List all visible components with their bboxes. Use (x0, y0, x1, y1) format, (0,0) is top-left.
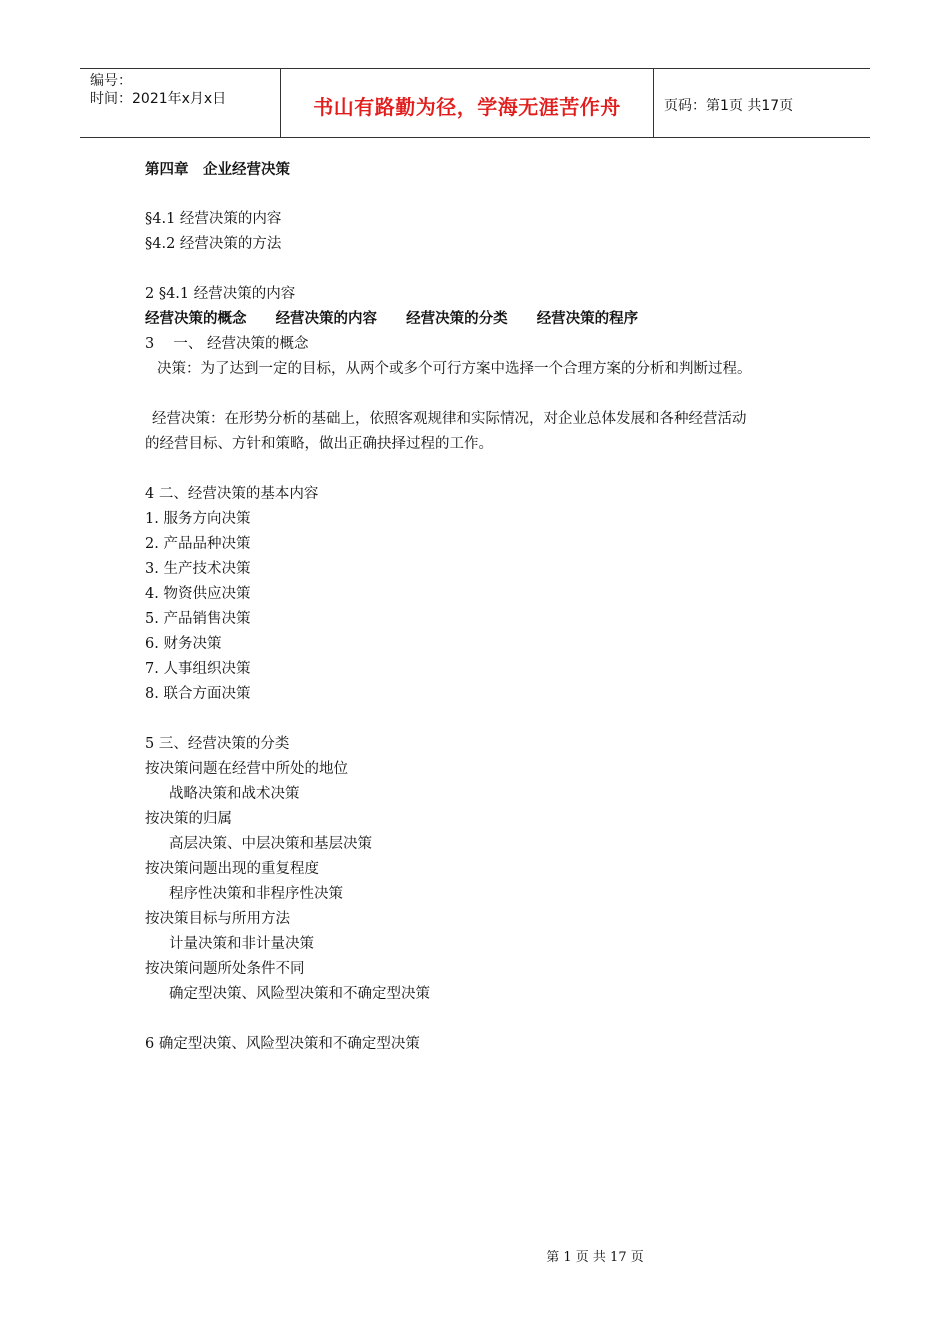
header-motto-cell (281, 69, 654, 137)
page-header (80, 68, 870, 138)
slide-4-heading: 4 二、经营决策的基本内容 (145, 486, 319, 502)
topic-list (145, 309, 662, 329)
content-item: 3. 生产技术决策 (145, 561, 251, 577)
slide-2-heading: 2 §4.1 经营决策的内容 (145, 286, 296, 302)
slide-3-heading: 3 一、 经营决策的概念 (145, 336, 309, 352)
footer-page-number: 第 1 页 共 17 页 (546, 1250, 644, 1265)
header-time-label: 时间：2021年x月x日 (90, 91, 227, 107)
header-page-info: 页码：第1页 共17页 (664, 98, 794, 114)
classification-criterion: 按决策问题出现的重复程度 (145, 861, 319, 877)
header-motto: 书山有路勤为径，学海无涯苦作舟 (313, 94, 621, 119)
classification-criterion: 按决策目标与所用方法 (145, 911, 290, 927)
decision-definition: 决策：为了达到一定的目标，从两个或多个可行方案中选择一个合理方案的分析和判断过程。 (157, 361, 752, 377)
content-item: 1. 服务方向决策 (145, 511, 251, 527)
classification-types: 战略决策和战术决策 (169, 786, 300, 802)
classification-types: 程序性决策和非程序性决策 (169, 886, 343, 902)
content-item: 7. 人事组织决策 (145, 661, 251, 677)
topic-item: 经营决策的概念 (145, 311, 247, 327)
classification-criterion: 按决策的归属 (145, 811, 232, 827)
topic-item: 经营决策的内容 (275, 311, 378, 327)
header-page-cell (654, 69, 870, 137)
header-number-label: 编号： (90, 73, 132, 89)
chapter-title: 第四章 企业经营决策 (145, 162, 290, 178)
content-item: 4. 物资供应决策 (145, 586, 251, 602)
classification-types: 确定型决策、风险型决策和不确定型决策 (169, 986, 430, 1002)
classification-criterion: 按决策问题在经营中所处的地位 (145, 761, 348, 777)
topic-item: 经营决策的程序 (536, 311, 639, 327)
slide-6-heading: 6 确定型决策、风险型决策和不确定型决策 (145, 1036, 420, 1052)
content-item: 6. 财务决策 (145, 636, 222, 652)
slide-5-heading: 5 三、经营决策的分类 (145, 736, 290, 752)
business-decision-definition-line-1: 经营决策：在形势分析的基础上，依照客观规律和实际情况，对企业总体发展和各种经营活动 (152, 411, 747, 427)
topic-item: 经营决策的分类 (406, 311, 508, 327)
classification-types: 计量决策和非计量决策 (169, 936, 314, 952)
toc-item: §4.1 经营决策的内容 (145, 211, 282, 227)
business-decision-definition-line-2: 的经营目标、方针和策略，做出正确抉择过程的工作。 (145, 436, 493, 452)
header-left-cell (80, 69, 281, 137)
page-footer (0, 1246, 950, 1265)
classification-criterion: 按决策问题所处条件不同 (145, 961, 305, 977)
content-item: 5. 产品销售决策 (145, 611, 251, 627)
toc-item: §4.2 经营决策的方法 (145, 236, 282, 252)
content-item: 8. 联合方面决策 (145, 686, 251, 702)
classification-types: 高层决策、中层决策和基层决策 (169, 836, 372, 852)
content-item: 2. 产品品种决策 (145, 536, 251, 552)
